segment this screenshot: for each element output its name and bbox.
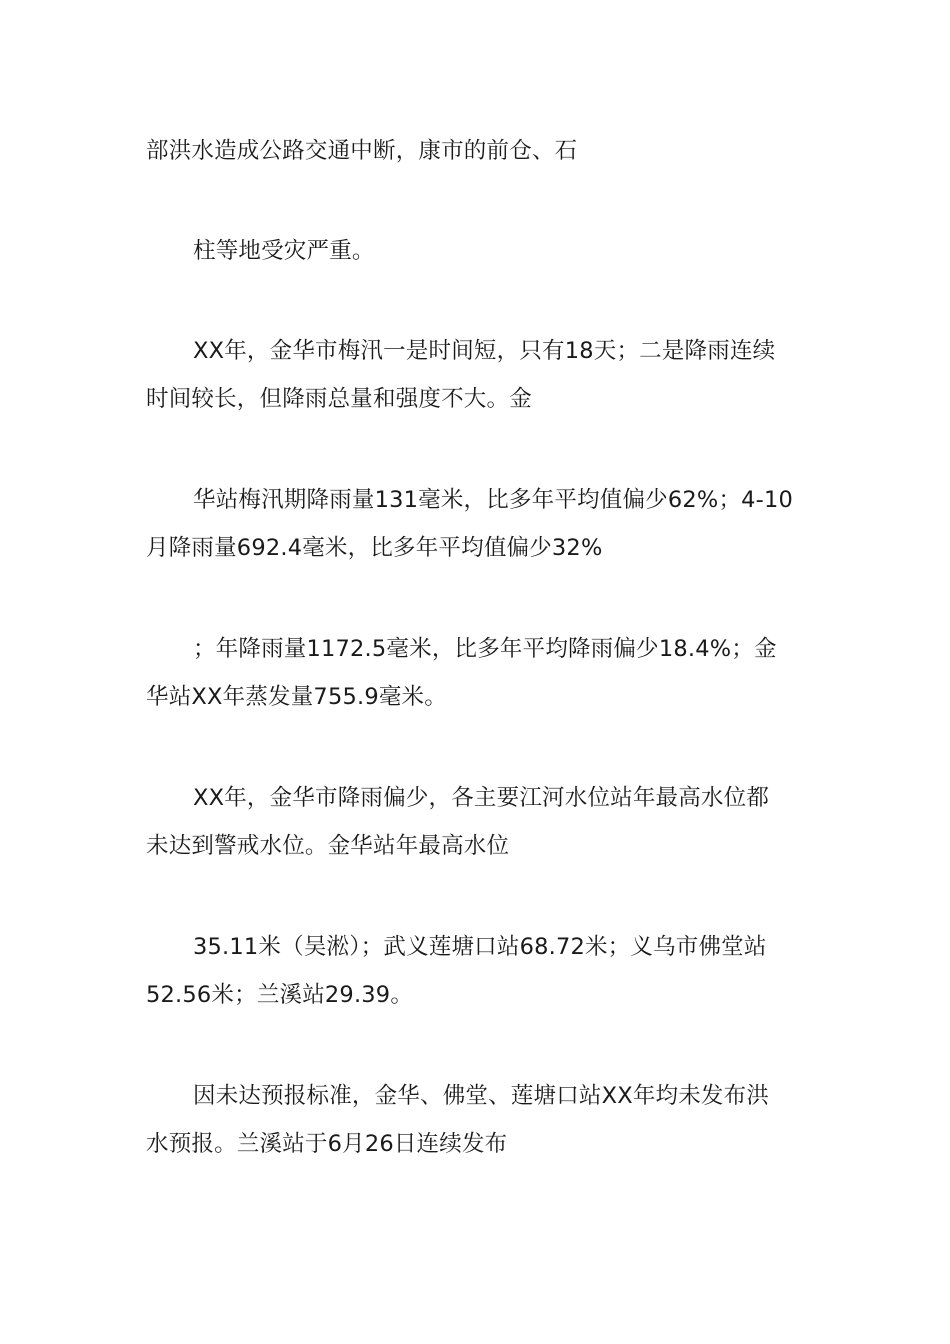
- text-line: 时间较长，但降雨总量和强度不大。金: [146, 386, 532, 412]
- text-line: 华站梅汛期降雨量131毫米，比多年平均值偏少62%；4-10: [193, 487, 794, 513]
- text-line: 52.56米；兰溪站29.39。: [146, 982, 414, 1008]
- text-line: 月降雨量692.4毫米，比多年平均值偏少32%: [146, 535, 603, 561]
- text-line: 华站XX年蒸发量755.9毫米。: [146, 684, 447, 710]
- paragraph-8: [146, 1072, 810, 1168]
- text-line: 因未达预报标准，金华、佛堂、莲塘口站XX年均未发布洪: [193, 1083, 770, 1109]
- paragraph-5: [146, 625, 810, 721]
- text-line: 35.11米（吴淞）；武义莲塘口站68.72米；义乌市佛堂站: [193, 934, 767, 960]
- text-line: 柱等地受灾严重。: [193, 238, 375, 264]
- text-line: ；年降雨量1172.5毫米，比多年平均降雨偏少18.4%；金: [193, 636, 777, 662]
- paragraph-2: [146, 227, 810, 275]
- paragraph-4: [146, 476, 810, 572]
- text-line: 部洪水造成公路交通中断，康市的前仓、石: [146, 138, 578, 164]
- text-line: 水预报。兰溪站于6月26日连续发布: [146, 1131, 508, 1157]
- paragraph-1: [146, 127, 810, 175]
- paragraph-6: [146, 774, 810, 870]
- paragraph-3: [146, 327, 810, 423]
- text-line: XX年，金华市降雨偏少，各主要江河水位站年最高水位都: [193, 785, 770, 811]
- paragraph-7: [146, 923, 810, 1019]
- text-line: XX年，金华市梅汛一是时间短，只有18天；二是降雨连续: [193, 338, 776, 364]
- text-line: 未达到警戒水位。金华站年最高水位: [146, 833, 510, 859]
